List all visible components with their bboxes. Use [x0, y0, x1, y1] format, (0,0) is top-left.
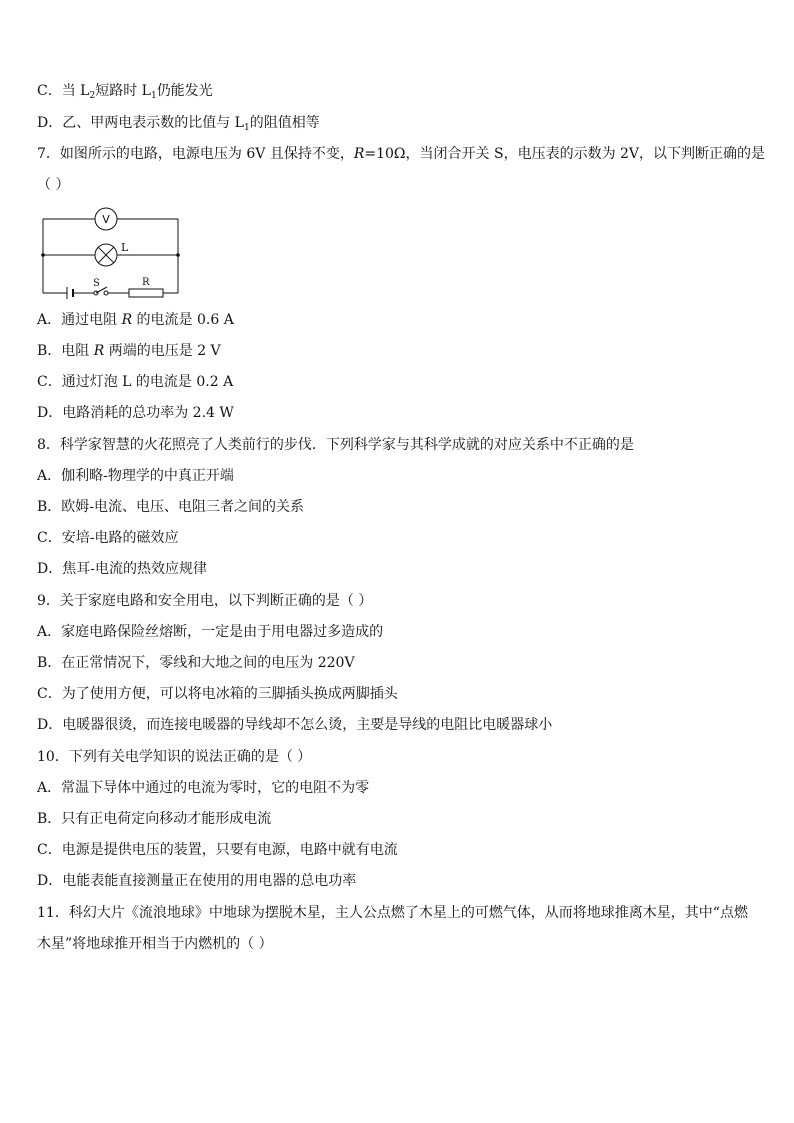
- junction-dot: [41, 253, 45, 257]
- q8-option-a: A．伽利略-物理学的中真正开端: [37, 468, 234, 484]
- q10-option-a: A．常温下导体中通过的电流为零时，它的电阻不为零: [37, 780, 370, 796]
- q8-option-b: B．欧姆-电流、电压、电阻三者之间的关系: [37, 499, 305, 515]
- switch-label: S: [93, 278, 100, 289]
- q7-option-b-text: B．电阻: [37, 343, 94, 359]
- q6-option-c-text: 仍能发光: [156, 83, 213, 99]
- q8-stem: 8．科学家智慧的火花照亮了人类前行的步伐．下列科学家与其科学成就的对应关系中不正确的是: [37, 437, 634, 453]
- q6-option-c-text: C．当 L: [37, 83, 90, 99]
- variable-r: R: [121, 312, 133, 328]
- q7-answer-paren: （ ）: [37, 177, 70, 193]
- q8-option-c: C．安培-电路的磁效应: [37, 530, 179, 546]
- q10-option-c: C．电源是提供电压的装置，只要有电源，电路中就有电流: [37, 842, 398, 858]
- q10-stem: 10．下列有关电学知识的说法正确的是（ ）: [37, 749, 312, 765]
- q10-option-b: B．只有正电荷定向移动才能形成电流: [37, 811, 272, 827]
- q6-option-d-text: D．乙、甲两电表示数的比值与 L: [37, 115, 244, 131]
- q9-option-a: A．家庭电路保险丝熔断，一定是由于用电器过多造成的: [37, 624, 384, 640]
- subscript: 1: [150, 91, 157, 101]
- q6-option-c: [37, 82, 213, 105]
- q7-option-a-text: A．通过电阻: [37, 312, 122, 328]
- subscript: 2: [89, 91, 96, 101]
- variable-r: R: [353, 146, 365, 162]
- q7-option-c: C．通过灯泡 L 的电流是 0.2 A: [37, 374, 234, 390]
- q7-stem-text: 7．如图所示的电路，电源电压为 6V 且保持不变，: [37, 146, 354, 162]
- junction-dot: [176, 253, 180, 257]
- subscript: 1: [243, 123, 250, 133]
- q9-option-b: B．在正常情况下，零线和大地之间的电压为 220V: [37, 655, 355, 671]
- resistor-icon: [129, 289, 163, 297]
- q7-option-b-text: 两端的电压是 2 V: [104, 343, 221, 359]
- q9-option-c: C．为了使用方便，可以将电冰箱的三脚插头换成两脚插头: [37, 686, 398, 702]
- variable-r: R: [93, 343, 105, 359]
- q6-option-d-text: 的阻值相等: [249, 115, 320, 131]
- q9-option-d: D．电暖器很烫，而连接电暖器的导线却不怎么烫，主要是导线的电阻比电暖器球小: [37, 717, 553, 733]
- q11-stem-line-1: 11．科幻大片《流浪地球》中地球为摆脱木星，主人公点燃了木星上的可燃气体，从而将地球推离木星，其中“点燃: [37, 905, 748, 921]
- resistor-label: R: [142, 277, 150, 288]
- q11-stem-line-2: 木星”将地球推开相当于内燃机的（ ）: [37, 936, 273, 952]
- voltmeter-icon: [95, 208, 117, 230]
- q10-option-d: D．电能表能直接测量正在使用的用电器的总电功率: [37, 873, 357, 889]
- q9-stem: 9．关于家庭电路和安全用电，以下判断正确的是（ ）: [37, 593, 373, 609]
- voltmeter-label: V: [102, 213, 110, 226]
- q7-stem: [37, 145, 765, 163]
- q6-option-c-text: 短路时 L: [95, 83, 151, 99]
- q7-stem-text: =10Ω，当闭合开关 S，电压表的示数为 2V，以下判断正确的是: [364, 146, 766, 162]
- q7-option-a: [37, 311, 234, 329]
- lamp-label: L: [121, 241, 129, 254]
- q8-option-d: D．焦耳-电流的热效应规律: [37, 561, 207, 577]
- q7-option-d: D．电路消耗的总功率为 2.4 W: [37, 405, 234, 421]
- q7-option-b: [37, 342, 221, 360]
- battery-icon: [67, 287, 73, 299]
- q7-option-a-text: 的电流是 0.6 A: [132, 312, 234, 328]
- lamp-icon: [95, 244, 117, 266]
- circuit-diagram: [36, 203, 186, 299]
- q6-option-d: [37, 114, 320, 137]
